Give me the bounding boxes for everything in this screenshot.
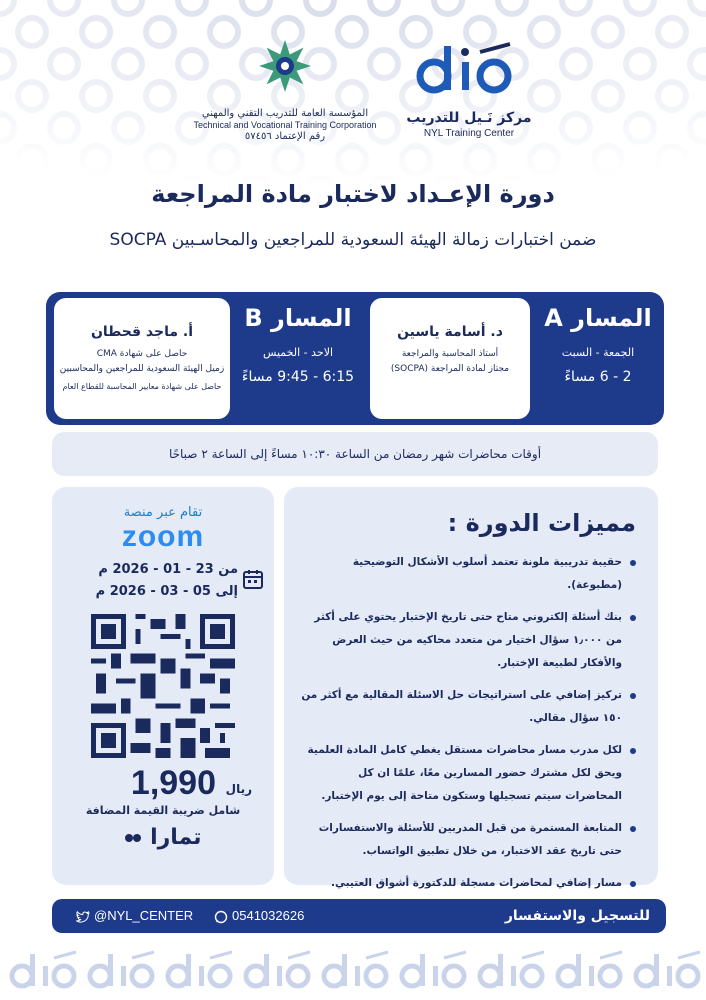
features-list <box>284 551 658 895</box>
tvtc-accreditation: رقم الإعتماد ٥٧٤٥٦ <box>244 131 326 142</box>
whatsapp-contact[interactable] <box>214 899 304 933</box>
feature-item: مسار إضافي لمحاضرات مسجلة للدكتورة أشواق العتيبي. <box>298 872 636 895</box>
track-a-credential-2: مجتاز لمادة المراجعة (SOCPA) <box>390 364 510 374</box>
nyl-logo <box>404 40 534 139</box>
registration-qr-code[interactable] <box>91 614 235 758</box>
track-b-credential-2: زميل الهيئة السعودية للمراجعين والمحاسبين <box>59 364 225 374</box>
tracks-banner <box>46 292 664 425</box>
tvtc-logo-icon <box>257 38 313 100</box>
calendar-icon <box>242 568 264 590</box>
tvtc-logo <box>180 38 390 142</box>
ramadan-note: أوقات محاضرات شهر رمضان من الساعة ١٠:٣٠ مساءً إلى الساعة ٢ صباحًا <box>52 432 658 476</box>
price-vat-note: شامل ضريبة القيمة المضافة <box>85 804 241 817</box>
nyl-logo-icon <box>414 40 524 100</box>
feature-item: لكل مدرب مسار محاضرات مستقل يغطي كامل المادة العلمية ويحق لكل مشترك حضور المسارين معًا، علمًا ان كل المحاضرات سيتم تسجيلها وستكون متاحة إلى يوم الإختبار. <box>298 739 636 808</box>
features-panel <box>284 487 658 889</box>
nyl-name-en: NYL Training Center <box>423 128 515 139</box>
track-b-schedule <box>234 304 362 385</box>
track-a-instructor-card <box>370 298 530 419</box>
tvtc-name-en: Technical and Vocational Training Corporation <box>193 120 377 130</box>
feature-item: المتابعة المستمرة من قبل المدربين للأسئلة والاستفسارات حتى تاريخ عقد الاختبار، من خلال تطبيق الواتساب. <box>298 817 636 863</box>
twitter-contact[interactable] <box>76 899 193 933</box>
register-label: للتسجيل والاستفسار <box>504 908 650 924</box>
nyl-name-ar: مركز نَـيل للتدريب <box>406 110 532 126</box>
feature-item: حقيبة تدريبية ملونة تعتمد أسلوب الأشكال التوضيحية (مطبوعة). <box>298 551 636 597</box>
tvtc-name-ar: المؤسسة العامة للتدريب التقني والمهني <box>201 108 369 119</box>
tamara-dots-icon <box>124 833 142 843</box>
platform-label: تقام عبر منصة <box>123 505 203 520</box>
tamara-logo <box>52 825 274 850</box>
whatsapp-icon <box>214 910 228 924</box>
footer-logo-pattern <box>0 938 706 1000</box>
header-logos <box>0 38 706 158</box>
date-from: من 23 - 01 - 2026 م <box>98 562 238 577</box>
phone-number: 0541032626 <box>232 908 305 923</box>
track-b-days: الاحد - الخميس <box>262 346 334 359</box>
feature-item: تركيز إضافي على استراتيجات حل الاسئلة المقالية مع أكثر من ١٥٠ سؤال مقالي. <box>298 684 636 730</box>
track-a-time: 2 - 6 مساءً <box>564 369 632 385</box>
nyl-logo-mark <box>90 952 154 986</box>
nyl-logo-mark <box>636 952 700 986</box>
track-b-instructor: أ. ماجد قحطان <box>90 324 194 340</box>
track-b-credential-1: حاصل على شهادة CMA <box>96 349 188 359</box>
course-dates <box>52 560 274 606</box>
course-subtitle: ضمن اختبارات زمالة الهيئة السعودية للمراجعين والمحاسـبين SOCPA <box>109 230 597 250</box>
course-info-panel <box>52 487 274 885</box>
price-amount: 1,990 <box>130 764 216 802</box>
track-a-days: الجمعة - السبت <box>561 346 635 359</box>
track-b-instructor-card <box>54 298 230 419</box>
price <box>52 764 274 804</box>
track-b-time: 6:15 - 9:45 مساءً <box>241 369 355 385</box>
zoom-logo: zoom <box>121 520 205 553</box>
nyl-logo-mark <box>402 952 466 986</box>
nyl-logo-mark <box>168 952 232 986</box>
track-b-label: المسار B <box>244 304 352 332</box>
nyl-logo-mark <box>480 952 544 986</box>
nyl-logo-mark <box>324 952 388 986</box>
tamara-label: تمارا <box>150 825 202 850</box>
features-title: مميزات الدورة : <box>447 509 636 537</box>
track-b-credential-3: حاصل على شهادة معايير المحاسبة للقطاع العام <box>62 382 222 391</box>
course-title: دورة الإعـداد لاختبار مادة المراجعة <box>151 180 555 208</box>
feature-item: بنك أسئلة إلكتروني متاح حتى تاريخ الإختبار يحتوي على أكثر من ١٫٠٠٠ سؤال اختيار من متعدد محاكيه من حيث العرض والأفكار لطبيعة الإختبار. <box>298 606 636 675</box>
nyl-logo-mark <box>558 952 622 986</box>
twitter-icon <box>76 911 90 923</box>
track-a-instructor: د. أسامة ياسين <box>397 324 503 340</box>
track-a-schedule <box>538 304 658 385</box>
nyl-logo-mark <box>246 952 310 986</box>
track-a-credential-1: أستاذ المحاسبة والمراجعة <box>401 349 499 359</box>
nyl-logo-mark <box>12 952 76 986</box>
date-to: إلى 05 - 03 - 2026 م <box>95 584 238 599</box>
price-currency: ريال <box>225 782 252 796</box>
contact-footer <box>52 899 666 933</box>
track-a-label: المسار A <box>544 304 652 332</box>
nyl-logo-pattern-icon <box>0 938 706 1000</box>
twitter-handle: @NYL_CENTER <box>94 908 194 923</box>
